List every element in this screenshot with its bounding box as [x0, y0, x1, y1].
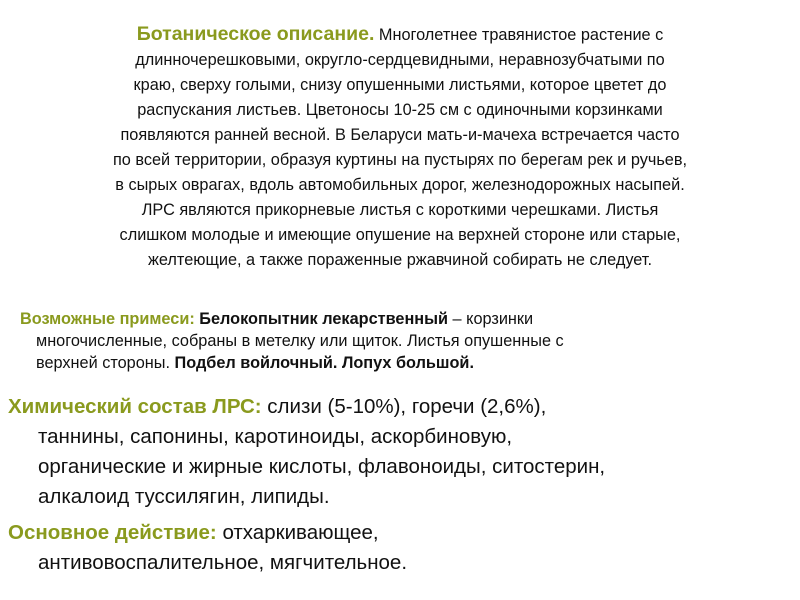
- impurity-line-2: многочисленные, собраны в метелку или щиток. Листья опушенные с: [36, 332, 564, 350]
- botany-line: краю, сверху голыми, снизу опушенными листьями, которое цветет до: [133, 76, 667, 94]
- botany-line: желтеющие, а также пораженные ржавчиной собирать не следует.: [148, 251, 652, 269]
- chem-line: алкалоид туссилягин, липиды.: [38, 485, 330, 508]
- impurity-plant-1: Белокопытник лекарственный: [199, 310, 449, 328]
- chem-heading: Химический состав ЛРС:: [8, 395, 262, 418]
- botany-text: Многолетнее травянистое растение с: [374, 26, 664, 44]
- botany-line: распускания листьев. Цветоносы 10-25 см с одиночными корзинками: [137, 101, 663, 119]
- impurity-text-1: – корзинки: [448, 310, 534, 328]
- botany-line: в сырых оврагах, вдоль автомобильных дорог, железнодорожных насыпей.: [115, 176, 685, 194]
- impurity-line-3-text: верхней стороны.: [36, 354, 175, 372]
- impurity-plant-2: Подбел войлочный. Лопух большой.: [174, 354, 474, 372]
- botany-line: по всей территории, образуя куртины на пустырях по берегам рек и ручьев,: [112, 151, 688, 169]
- chem-line: таннины, сапонины, каротиноиды, аскорбиновую,: [38, 425, 513, 448]
- botany-line: слишком молодые и имеющие опушение на верхней стороне или старые,: [119, 226, 681, 244]
- action-line-1: [8, 518, 788, 548]
- impurity-line-3: [20, 352, 780, 374]
- action-text: отхаркивающее,: [216, 521, 379, 544]
- chemical-composition-section: [8, 392, 788, 512]
- botany-line: ЛРС являются прикорневые листья с короткими черешками. Листья: [141, 201, 659, 219]
- action-line: антивовоспалительное, мягчительное.: [38, 551, 408, 574]
- impurities-section: [20, 308, 780, 374]
- botany-line: появляются ранней весной. В Беларуси мать-и-мачеха встречается часто: [120, 126, 680, 144]
- action-heading: Основное действие:: [8, 521, 217, 544]
- impurities-heading: Возможные примеси:: [20, 310, 195, 328]
- chem-text: слизи (5-10%), горечи (2,6%),: [261, 395, 547, 418]
- chem-line: органические и жирные кислоты, флавоноиды, ситостерин,: [38, 455, 606, 478]
- main-action-section: [8, 518, 788, 578]
- botanical-description-section: [8, 22, 792, 273]
- botany-line: длинночерешковыми, округло-сердцевидными, неравнозубчатыми по: [135, 51, 665, 69]
- botany-heading: Ботаническое описание.: [136, 23, 375, 45]
- botany-line-1: [8, 22, 792, 48]
- chem-line-1: [8, 392, 788, 422]
